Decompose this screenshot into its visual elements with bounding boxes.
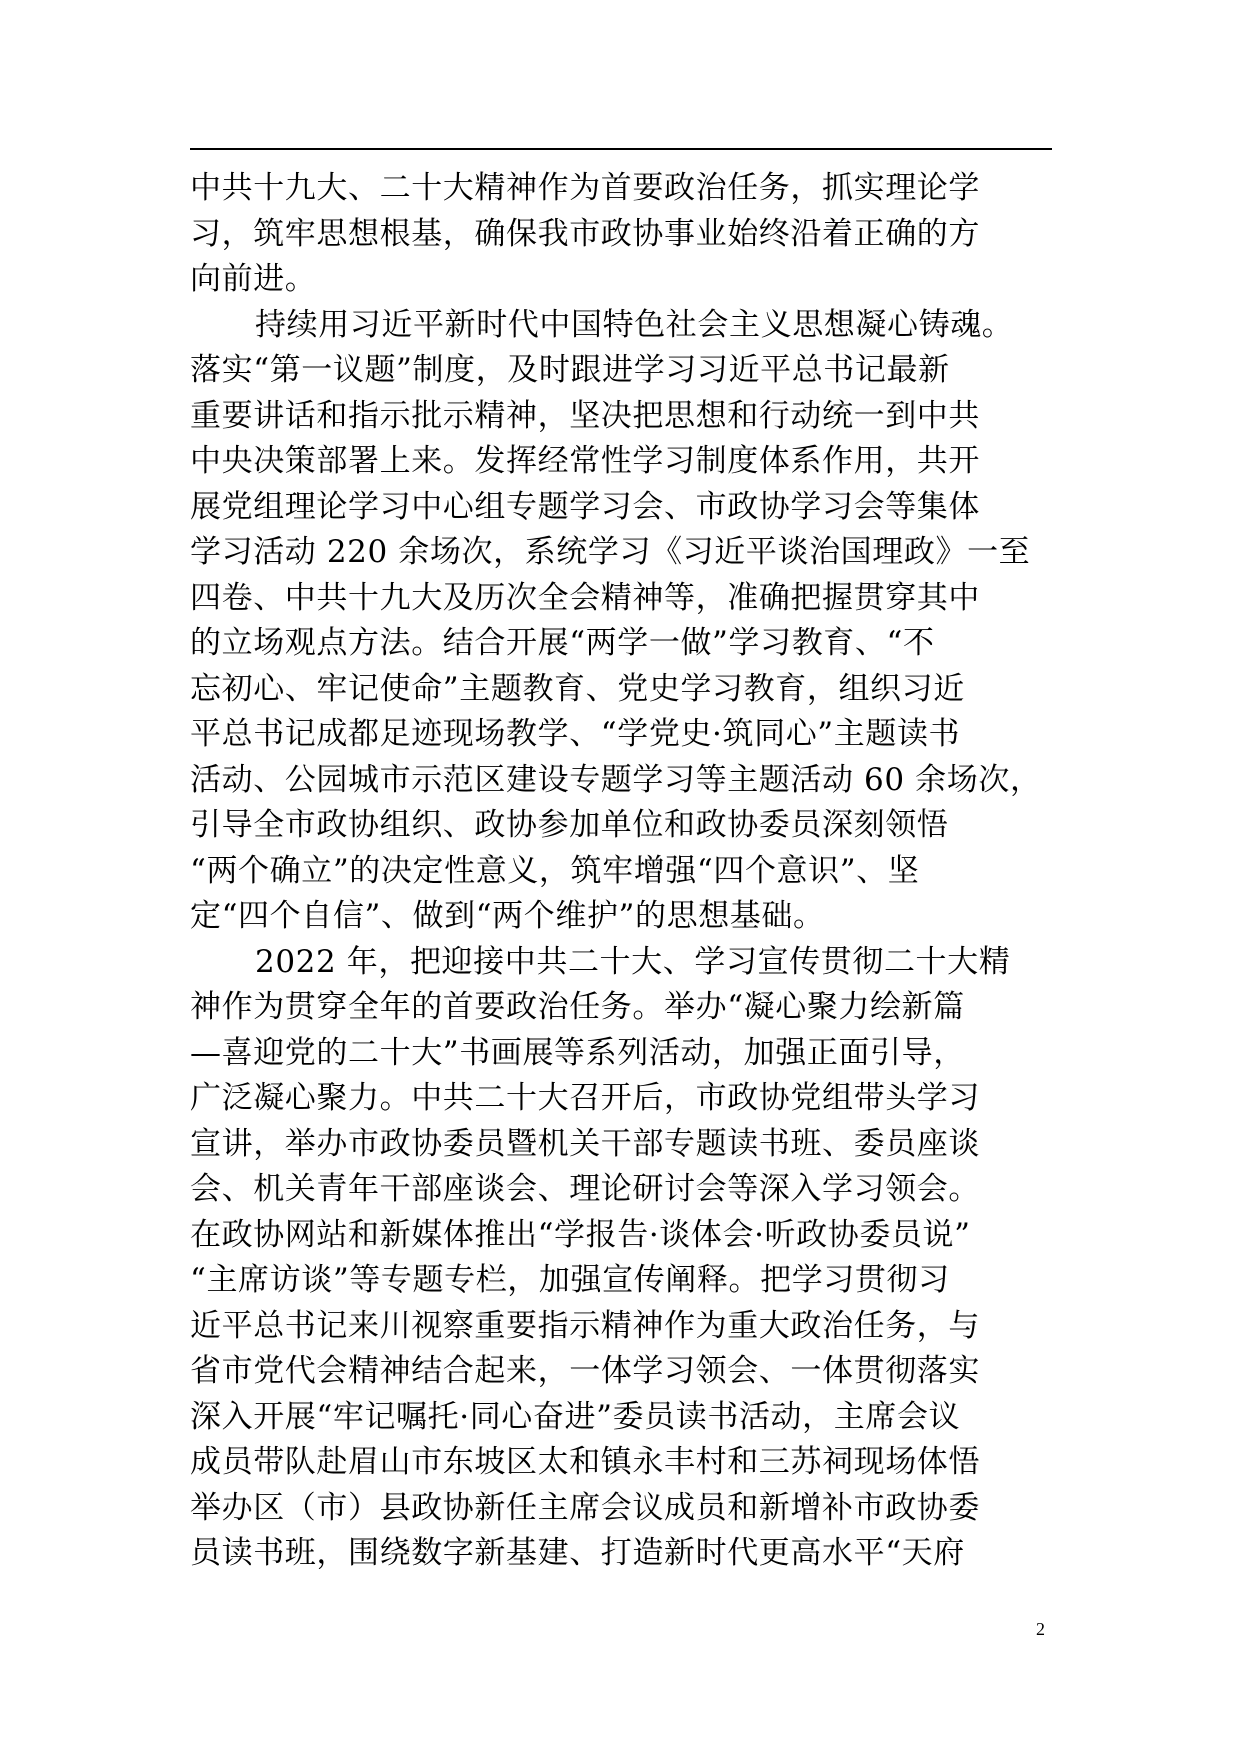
body-text: [190, 166, 1070, 1577]
text-line: 省市党代会精神结合起来，一体学习领会、一体贯彻落实: [190, 1353, 980, 1389]
text-line: 在政协网站和新媒体推出“学报告·谈体会·听政协委员说”: [190, 1216, 971, 1253]
text-line: 的立场观点方法。结合开展“两学一做”学习教育、“不: [190, 625, 935, 661]
text-line: 落实“第一议题”制度，及时跟进学习习近平总书记最新: [190, 352, 950, 388]
text-line: 四卷、中共十九大及历次全会精神等，准确把握贯穿其中: [190, 579, 980, 616]
text-line: 神作为贯穿全年的首要政治任务。举办“凝心聚力绘新篇: [190, 989, 965, 1025]
text-line: 平总书记成都足迹现场教学、“学党史·筑同心”主题读书: [190, 716, 961, 752]
text-line: 深入开展“牢记嘱托·同心奋进”委员读书活动，主席会议: [190, 1398, 961, 1435]
text-line: 举办区（市）县政协新任主席会议成员和新增补市政协委: [190, 1489, 980, 1526]
text-line: —喜迎党的二十大”书画展等系列活动，加强正面引导，: [190, 1034, 965, 1071]
text-line: 习，筑牢思想根基，确保我市政协事业始终沿着正确的方: [190, 215, 980, 252]
text-line: 学习活动 220 余场次，系统学习《习近平谈治国理政》一至: [190, 534, 1031, 570]
text-line: 会、机关青年干部座谈会、理论研讨会等深入学习领会。: [190, 1171, 980, 1207]
text-line: 展党组理论学习中心组专题学习会、市政协学习会等集体: [190, 488, 980, 525]
paragraph-start-line: 2022 年，把迎接中共二十大、学习宣传贯彻二十大精: [255, 943, 1011, 980]
text-line: 引导全市政协组织、政协参加单位和政协委员深刻领悟: [190, 807, 949, 843]
text-line: 重要讲话和指示批示精神，坚决把思想和行动统一到中共: [190, 397, 980, 434]
text-line: “主席访谈”等专题专栏，加强宣传阐释。把学习贯彻习: [190, 1262, 950, 1298]
text-line: 宣讲，举办市政协委员暨机关干部专题读书班、委员座谈: [190, 1125, 980, 1162]
text-line: 近平总书记来川视察重要指示精神作为重大政治任务，与: [190, 1307, 980, 1344]
paragraph-start-line: 持续用习近平新时代中国特色社会主义思想凝心铸魂。: [255, 306, 1014, 343]
text-line: 中央决策部署上来。发挥经常性学习制度体系作用，共开: [190, 443, 980, 479]
text-line: 员读书班，围绕数字新基建、打造新时代更高水平“天府: [190, 1535, 965, 1571]
text-line: 定“四个自信”、做到“两个维护”的思想基础。: [190, 898, 825, 934]
text-line: 广泛凝心聚力。中共二十大召开后，市政协党组带头学习: [190, 1080, 980, 1116]
text-line: 向前进。: [190, 261, 317, 297]
text-line: 中共十九大、二十大精神作为首要政治任务，抓实理论学: [190, 170, 980, 206]
header-rule: [190, 148, 1052, 150]
page-number: 2: [1036, 1619, 1045, 1639]
text-line: “两个确立”的决定性意义，筑牢增强“四个意识”、坚: [190, 852, 920, 889]
text-line: 活动、公园城市示范区建设专题学习等主题活动 60 余场次，: [190, 761, 1042, 798]
text-line: 忘初心、牢记使命”主题教育、党史学习教育，组织习近: [190, 670, 965, 707]
text-line: 成员带队赴眉山市东坡区太和镇永丰村和三苏祠现场体悟: [190, 1444, 980, 1480]
